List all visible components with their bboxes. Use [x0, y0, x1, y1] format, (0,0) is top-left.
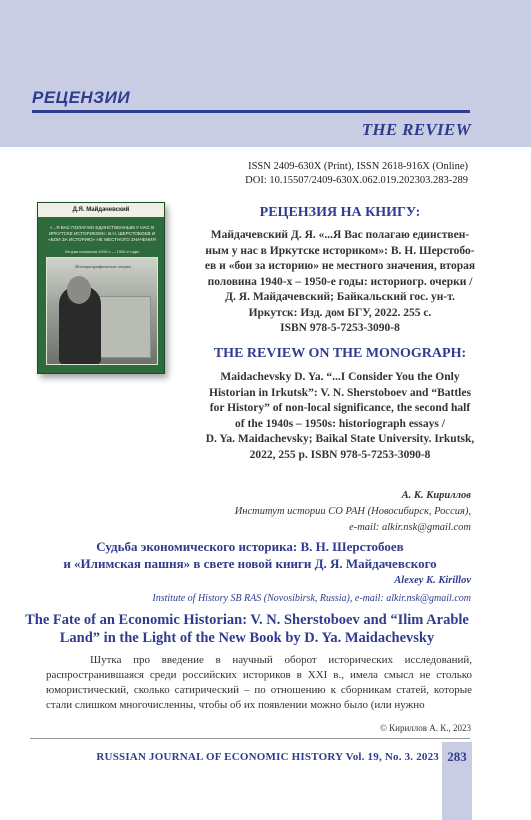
book-cover-image	[37, 202, 165, 374]
article-title-en-line: The Fate of an Economic Historian: V. N. Sherstoboev and “Ilim Arable	[25, 612, 469, 628]
article-title-en	[22, 611, 472, 647]
cover-title: «...Я ВАС ПОЛАГАЮ ЕДИНСТВЕННЫМ У НАС В ИРКУТСКЕ ИСТОРИКОМ»: В.Н. ШЕРСТОБОЕВ И «БОИ ЗА ИСТОРИЮ» НЕ МЕСТНОГО ЗНАЧЕНИЯ	[48, 225, 156, 242]
doi-line: DOI: 10.15507/2409-630X.062.019.202303.283-289	[245, 175, 468, 186]
citation-line: Historian in Irkutsk”: V. N. Sherstoboev and “Battles	[209, 386, 471, 399]
citation-line: Maidachevsky D. Ya. “...I Consider You the Only	[220, 371, 460, 383]
article-title-ru-line: и «Илимская пашня» в свете новой книги Д. Я. Майдачевского	[63, 556, 437, 571]
cover-series: Историографические очерки	[75, 264, 131, 269]
review-en-heading: THE REVIEW ON THE MONOGRAPH:	[213, 346, 467, 361]
article-title-ru-line: Судьба экономического историка: В. Н. Шерстобоев	[96, 539, 404, 554]
article-title-ru	[30, 538, 470, 572]
cover-subtitle: Вторая половина 1940-х — 1950-е годы	[65, 249, 139, 254]
journal-footer: RUSSIAN JOURNAL OF ECONOMIC HISTORY Vol. 19, No. 3. 2023	[96, 751, 439, 763]
citation-line: for History” of non-local significance, the second half	[209, 402, 471, 414]
footer-divider	[30, 738, 470, 739]
cover-portrait-head	[67, 276, 91, 304]
article-title-en-line: Land” in the Light of the New Book by D. Ya. Maidachevsky	[59, 630, 435, 646]
author-ru-name: А. К. Кириллов	[401, 490, 471, 501]
citation-line: Иркутск: Изд. дом БГУ, 2022. 255 с.	[248, 306, 432, 319]
page-number: 283	[447, 749, 467, 764]
body-paragraph: Шутка про введение в научный оборот исторических исследований, распространившаяся среди российских историков в XXI в., имела смысл не столько юмористический, сколько сатирический – по отношению к сборникам статей, которые стали слишком многочисленны, чтобы об их появлении можно было (или нужно	[46, 654, 472, 711]
cover-photo	[46, 257, 158, 365]
citation-line: of the 1940s – 1950s: historiograph essays /	[235, 417, 445, 430]
review-ru-heading: РЕЦЕНЗИЯ НА КНИГУ:	[259, 205, 421, 220]
author-ru-email[interactable]: e-mail: alkir.nsk@gmail.com	[349, 522, 471, 533]
citation-line: D. Ya. Maidachevsky; Baikal State University. Irkutsk,	[205, 433, 475, 445]
review-ru-citation	[190, 228, 490, 337]
author-en-institution: Institute of History SB RAS (Novosibirsk, Russia), e-mail: alkir.nsk@gmail.com	[152, 593, 471, 604]
citation-line: ISBN 978-5-7253-3090-8	[280, 322, 400, 334]
author-ru-block	[235, 488, 471, 536]
citation-line: Д. Я. Майдачевский; Байкальский гос. ун-т.	[225, 291, 455, 303]
citation-line: Майдачевский Д. Я. «...Я Вас полагаю единствен-	[210, 229, 470, 241]
review-en-citation	[190, 370, 490, 463]
citation-line: ным у нас в Иркутске историком»: В. Н. Шерстобо-	[205, 244, 475, 257]
citation-line: ев и «бои за историю» не местного значения, вторая	[204, 260, 476, 272]
copyright-notice: © Кириллов А. К., 2023	[380, 723, 471, 733]
citation-line: 2022, 255 p. ISBN 978-5-7253-3090-8	[249, 448, 431, 461]
cover-building-illustration	[99, 296, 151, 358]
author-en-name: Alexey K. Kirillov	[394, 575, 471, 586]
section-title-ru: РЕЦЕНЗИИ	[32, 88, 131, 107]
cover-author: Д.Я. Майдачевский	[38, 203, 164, 217]
section-title-en: THE REVIEW	[361, 120, 471, 139]
author-ru-institution: Институт истории СО РАН (Новосибирск, Россия),	[234, 506, 471, 517]
citation-line: половина 1940-х – 1950-е годы: историогр. очерки /	[207, 275, 473, 288]
issn-line: ISSN 2409-630X (Print), ISSN 2618-916X (Online)	[248, 161, 468, 172]
identifiers-block	[245, 160, 468, 188]
header-divider	[32, 110, 470, 113]
